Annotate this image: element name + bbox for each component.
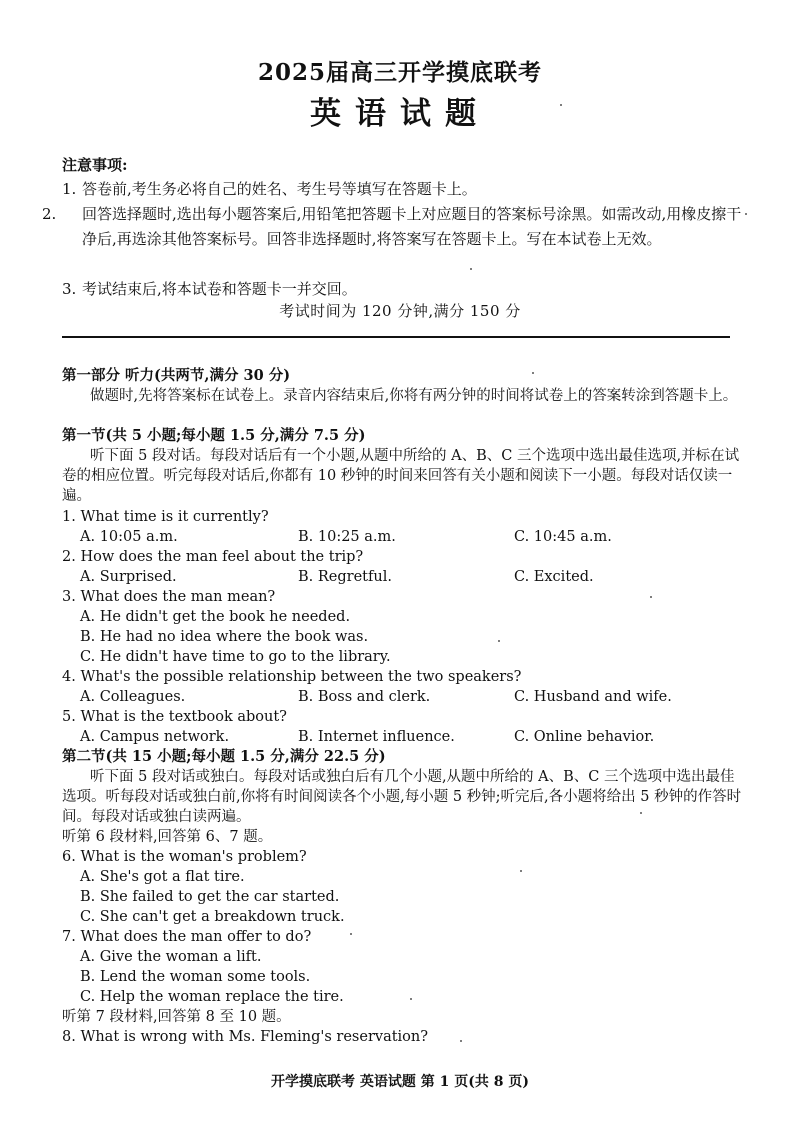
scan-speck [650,596,652,598]
notice-item-text: 答卷前,考生务必将自己的姓名、考生号等填写在答题卡上。 [82,180,477,198]
scan-speck [460,1040,462,1042]
notice-item-text: 回答选择题时,选出每小题答案后,用铅笔把答题卡上对应题目的答案标号涂黑。如需改动,用橡皮擦干净后,再选涂其他答案标号。回答非选择题时,将答案写在答题卡上。写在本试卷上无效。 [82,205,742,248]
material-6-label: 听第 6 段材料,回答第 6、7 题。 [62,829,273,845]
question-3-stem: 3. What does the man mean? [62,589,276,605]
question-5-option-a: A. Campus network. [80,729,230,745]
notice-item-text: 考试结束后,将本试卷和答题卡一并交回。 [82,280,357,298]
scan-speck [470,268,472,270]
scan-speck [520,870,522,872]
question-5-stem: 5. What is the textbook about? [62,709,287,725]
scan-speck [350,933,352,935]
question-8-stem: 8. What is wrong with Ms. Fleming's reservation? [62,1029,429,1045]
question-2-stem: 2. How does the man feel about the trip? [62,549,364,565]
question-7-stem: 7. What does the man offer to do? [62,929,312,945]
question-3-option-c: C. He didn't have time to go to the library. [80,649,391,665]
page-footer: 开学摸底联考 英语试题 第 1 页(共 8 页) [271,1074,529,1090]
question-6-stem: 6. What is the woman's problem? [62,849,307,865]
question-4-option-a: A. Colleagues. [80,689,186,705]
scan-speck [745,213,747,215]
subject-title: 英语试题 [310,96,490,132]
scan-speck [410,998,412,1000]
question-4-option-b: B. Boss and clerk. [298,689,431,705]
scan-speck [640,812,642,814]
notice-item-3 [62,277,732,302]
notice-item-2 [42,202,752,252]
question-1-stem: 1. What time is it currently? [62,509,269,525]
question-5-option-b: B. Internet influence. [298,729,455,745]
question-2-option-b: B. Regretful. [298,569,392,585]
part1-instructions: 做题时,先将答案标在试卷上。录音内容结束后,你将有两分钟的时间将试卷上的答案转涂到答题卡上。 [90,388,738,404]
scan-speck [560,104,562,106]
section2-heading: 第二节(共 15 小题;每小题 1.5 分,满分 22.5 分) [62,748,386,765]
material-7-label: 听第 7 段材料,回答第 8 至 10 题。 [62,1009,291,1025]
notice-item-number: 3. [62,280,77,298]
scan-speck [498,640,500,642]
question-7-option-b: B. Lend the woman some tools. [80,969,311,985]
question-1-option-c: C. 10:45 a.m. [514,529,612,545]
question-2-option-c: C. Excited. [514,569,594,585]
question-7-option-a: A. Give the woman a lift. [80,949,262,965]
scan-speck [532,372,534,374]
question-6-option-a: A. She's got a flat tire. [80,869,245,885]
section1-heading: 第一节(共 5 小题;每小题 1.5 分,满分 7.5 分) [62,427,366,444]
notice-item-1 [62,177,732,202]
notice-item-number: 1. [62,180,77,198]
question-1-option-b: B. 10:25 a.m. [298,529,396,545]
question-4-option-c: C. Husband and wife. [514,689,672,705]
exam-time-info: 考试时间为 120 分钟,满分 150 分 [279,302,521,320]
notice-heading: 注意事项: [62,156,128,174]
exam-title: 2025届高三开学摸底联考 [257,59,542,86]
question-4-stem: 4. What's the possible relationship between the two speakers? [62,669,522,685]
notice-item-number: 2. [42,205,57,223]
divider-rule [62,336,730,338]
question-5-option-c: C. Online behavior. [514,729,655,745]
question-2-option-a: A. Surprised. [80,569,177,585]
section1-instructions: 听下面 5 段对话。每段对话后有一个小题,从题中所给的 A、B、C 三个选项中选出最佳选项,并标在试卷的相应位置。听完每段对话后,你都有 10 秒钟的时间来回答有关小题和阅读下一小题。每段对话仅读一遍。 [62,448,740,504]
question-6-option-b: B. She failed to get the car started. [80,889,340,905]
question-7-option-c: C. Help the woman replace the tire. [80,989,344,1005]
part1-heading: 第一部分 听力(共两节,满分 30 分) [62,367,291,384]
question-6-option-c: C. She can't get a breakdown truck. [80,909,345,925]
question-3-option-a: A. He didn't get the book he needed. [80,609,351,625]
section2-instructions: 听下面 5 段对话或独白。每段对话或独白后有几个小题,从题中所给的 A、B、C 三个选项中选出最佳选项。听每段对话或独白前,你将有时间阅读各个小题,每小题 5 秒钟;听完后,各小题将给出 5 秒钟的作答时间。每段对话或独白读两遍。 [62,769,742,825]
question-3-option-b: B. He had no idea where the book was. [80,629,369,645]
question-1-option-a: A. 10:05 a.m. [80,529,178,545]
